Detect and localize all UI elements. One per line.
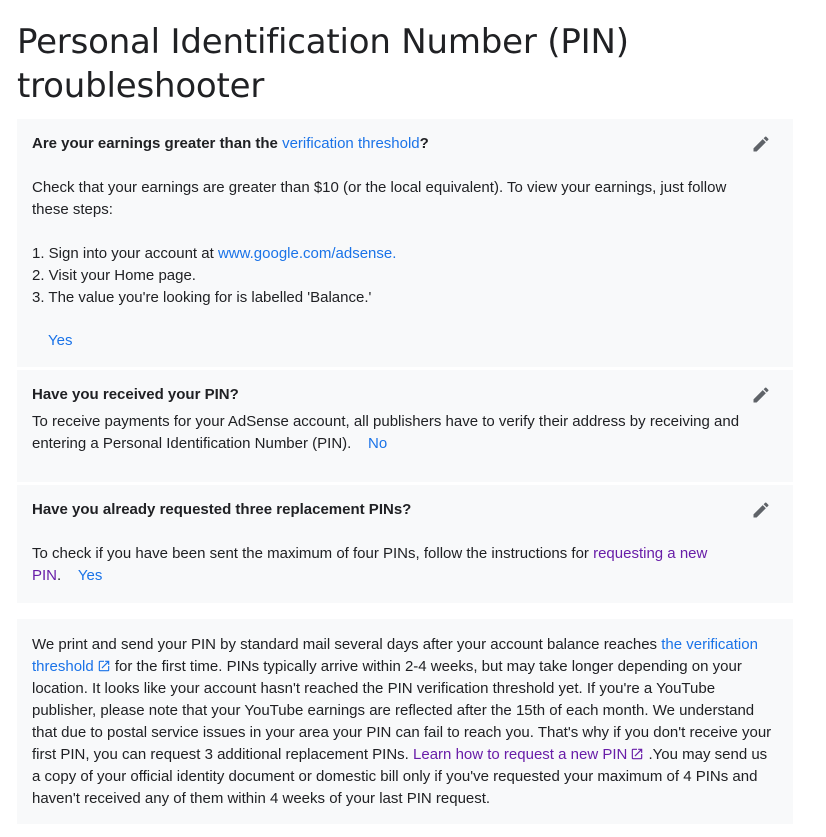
- steps-list: [32, 243, 762, 309]
- external-link-icon: [97, 659, 111, 673]
- list-item: 3. The value you're looking for is labelled 'Balance.': [32, 289, 372, 306]
- answer-no[interactable]: No: [368, 435, 388, 452]
- pencil-icon: [751, 500, 771, 520]
- learn-request-pin-link[interactable]: Learn how to request a new PIN: [413, 746, 644, 763]
- step-earnings-threshold: [17, 119, 793, 367]
- verification-threshold-link[interactable]: verification threshold: [282, 135, 420, 152]
- external-link-icon: [630, 747, 644, 761]
- request-new-pin-link[interactable]: requesting a new PIN: [32, 545, 708, 584]
- pencil-icon: [751, 385, 771, 405]
- step-received-pin: [17, 370, 793, 482]
- edit-step-button[interactable]: [751, 500, 771, 520]
- answer-yes[interactable]: Yes: [77, 567, 103, 584]
- edit-step-button[interactable]: [751, 385, 771, 405]
- step-replacement-pins: [17, 485, 793, 603]
- step-question: Have you received your PIN?: [32, 386, 239, 403]
- step-description: Check that your earnings are greater than $10 (or the local equivalent). To view your earnings, just follow these steps: 1. Sign into your account at www.google.com/adsense. 2. Visit your Home page. 3. The value you're looking for is labelled 'Balance.': [32, 177, 762, 309]
- list-item: 2. Visit your Home page.: [32, 267, 196, 284]
- troubleshooter-result: [17, 619, 793, 824]
- step-question: Are your earnings greater than the verification threshold?: [32, 135, 429, 152]
- page-title: Personal Identification Number (PIN) troubleshooter: [17, 22, 629, 106]
- adsense-link[interactable]: www.google.com/adsense: [217, 245, 393, 262]
- edit-step-button[interactable]: [751, 134, 771, 154]
- list-item: 1. Sign into your account at www.google.com/adsense.: [32, 245, 397, 262]
- answer-yes[interactable]: Yes: [48, 332, 73, 349]
- step-description: To receive payments for your AdSense account, all publishers have to verify their address by receiving and entering a Personal Identification Number (PIN). No: [32, 413, 740, 452]
- step-description: To check if you have been sent the maximum of four PINs, follow the instructions for requesting a new PIN. Yes: [32, 545, 708, 584]
- step-question: Have you already requested three replacement PINs?: [32, 501, 412, 518]
- verification-threshold-link[interactable]: the verification threshold: [32, 636, 758, 675]
- pencil-icon: [751, 134, 771, 154]
- result-text: We print and send your PIN by standard mail several days after your account balance reaches the verification threshold for the first time. PINs typically arrive within 2-4 weeks, but may take longer depending on your location. It looks like your account hasn't reached the PIN verification threshold yet. If you're a YouTube publisher, please note that your YouTube earnings are reflected after the 15th of each month. We understand that due to postal service issues in your area your PIN can fail to reach you. That's why if you don't receive your first PIN, you can request 3 additional replacement PINs. Learn how to request a new PIN .You may send us a copy of your official identity document or domestic bill only if you've requested your maximum of 4 PINs and haven't received any of them within 4 weeks of your last PIN request.: [32, 636, 772, 807]
